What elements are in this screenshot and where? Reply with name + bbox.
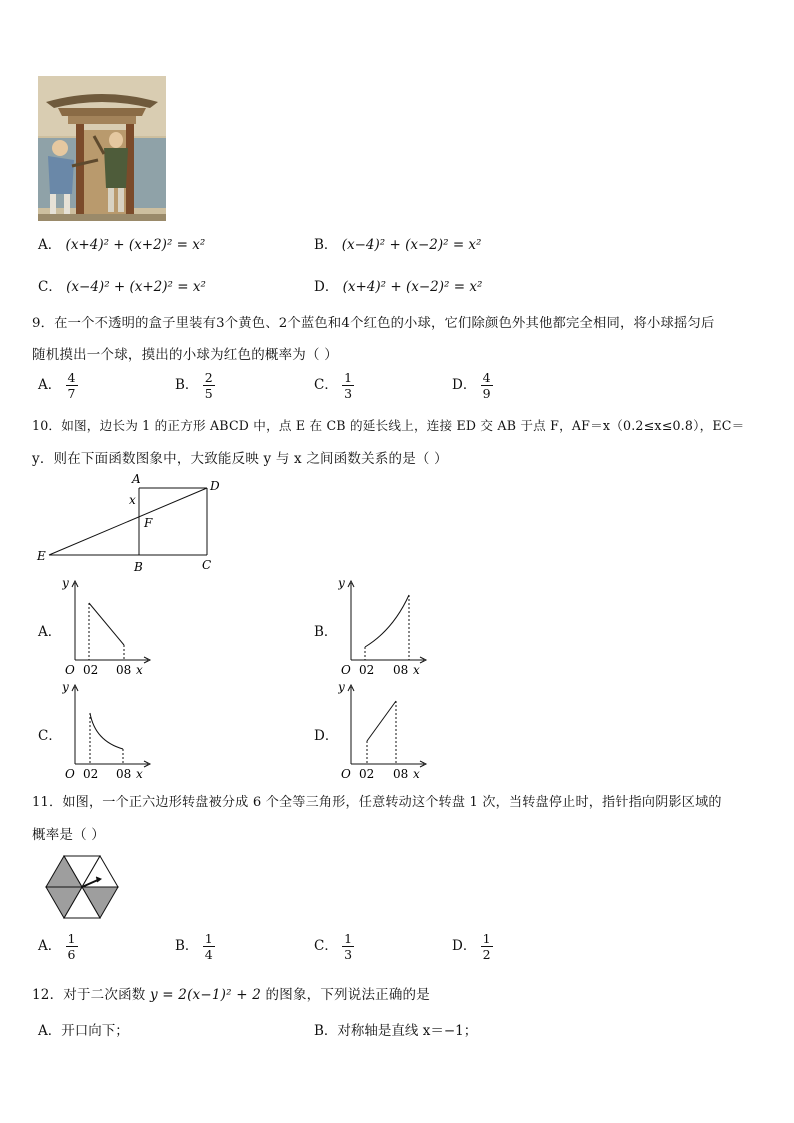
q9-option-fraction: $\frac{4}{9}$ (482, 370, 491, 401)
tick-02: 02 (83, 767, 99, 781)
graph-c (62, 679, 162, 781)
axis-x: x (136, 767, 143, 781)
tick-08: 08 (393, 767, 409, 781)
q8-option-b-formula: (x−4)² + (x−2)² = x² (341, 237, 482, 253)
q8-option-d-label: D． (314, 279, 339, 295)
q9-option-label: A． (38, 377, 62, 393)
q12-stem (32, 983, 430, 1003)
q8-option-d-formula: (x+4)² + (x−2)² = x² (342, 279, 483, 295)
q11-option-a[interactable] (38, 931, 78, 962)
q9-option-fraction: $\frac{4}{7}$ (67, 370, 76, 401)
q11-option-d[interactable] (452, 931, 493, 962)
q11-option-fraction: $\frac{1}{2}$ (482, 931, 491, 962)
q9-option-fraction: $\frac{1}{3}$ (344, 370, 353, 401)
q12-prefix: 12．对于二次函数 (32, 987, 146, 1003)
tick-08: 08 (393, 663, 409, 677)
origin: O (65, 663, 75, 677)
q9-stem-line1: 9．在一个不透明的盒子里装有3个黄色、2个蓝色和4个红色的小球，它们除颜色外其他都完全相同，将小球摇匀后 (32, 316, 715, 331)
q11-stem-line1: 11．如图，一个正六边形转盘被分成 6 个全等三角形，任意转动这个转盘 1 次，当转盘停止时，指针指向阴影区域的 (32, 795, 722, 810)
q11-option-label: B． (175, 938, 199, 954)
label-e: E (37, 549, 46, 563)
graph-d (338, 679, 438, 781)
axis-y: y (338, 576, 345, 590)
q11-option-fraction: $\frac{1}{4}$ (204, 931, 213, 962)
q12-suffix: 的图象，下列说法正确的是 (265, 987, 430, 1003)
axis-x: x (413, 663, 420, 677)
q10-stem-line2: y．则在下面函数图象中，大致能反映 y 与 x 之间函数关系的是（ ） (32, 451, 448, 467)
q8-option-c[interactable] (38, 275, 206, 295)
q9-option-a[interactable] (38, 370, 78, 401)
q11-stem-line2: 概率是（ ） (32, 827, 105, 843)
q12-option-b[interactable]: B．对称轴是直线 x＝−1； (314, 1023, 478, 1039)
q10-option-d[interactable]: D． (314, 728, 339, 744)
q11-option-label: D． (452, 938, 477, 954)
square-figure (34, 470, 234, 575)
q9-stem-line2: 随机摸出一个球，摸出的小球为红色的概率为（ ） (32, 347, 338, 363)
q11-option-fraction: $\frac{1}{3}$ (344, 931, 353, 962)
q10-stem-line1: 10．如图，边长为 1 的正方形 ABCD 中，点 E 在 CB 的延长线上，连接 ED 交 AB 于点 F，AF＝x（0.2≤x≤0.8），EC＝ (32, 418, 745, 433)
graph-a (62, 575, 162, 677)
q8-option-b[interactable] (314, 233, 481, 253)
tick-02: 02 (83, 663, 99, 677)
tick-08: 08 (116, 767, 132, 781)
q11-option-c[interactable] (314, 931, 354, 962)
q8-option-a-label: A． (38, 237, 62, 253)
label-c: C (202, 558, 212, 572)
q11-option-b[interactable] (175, 931, 215, 962)
label-b: B (134, 560, 143, 574)
q10-option-c[interactable]: C． (38, 728, 62, 744)
q12-formula: y = 2(x−1)² + 2 (149, 987, 262, 1003)
q9-option-c[interactable] (314, 370, 354, 401)
q9-option-b[interactable] (175, 370, 215, 401)
axis-x: x (136, 663, 143, 677)
label-f: F (144, 516, 153, 530)
axis-y: y (62, 576, 69, 590)
q12-option-a[interactable]: A．开口向下； (38, 1023, 129, 1039)
gate-illustration (38, 76, 166, 221)
label-d: D (210, 479, 220, 493)
label-a: A (132, 472, 141, 486)
q11-option-label: C． (314, 938, 338, 954)
q10-option-b[interactable]: B． (314, 624, 338, 640)
origin: O (65, 767, 75, 781)
q8-option-c-formula: (x−4)² + (x+2)² = x² (66, 279, 206, 295)
axis-y: y (62, 680, 69, 694)
q9-option-label: C． (314, 377, 338, 393)
tick-08: 08 (116, 663, 132, 677)
tick-02: 02 (359, 663, 375, 677)
label-x: x (129, 493, 136, 507)
q8-option-a[interactable] (38, 233, 205, 253)
q11-option-label: A． (38, 938, 62, 954)
q9-option-fraction: $\frac{2}{5}$ (204, 370, 213, 401)
q10-option-a[interactable]: A． (38, 624, 62, 640)
q9-option-label: B． (175, 377, 199, 393)
q9-option-d[interactable] (452, 370, 493, 401)
q9-option-label: D． (452, 377, 477, 393)
q8-option-d[interactable] (314, 275, 482, 295)
q8-option-b-label: B． (314, 237, 338, 253)
hexagon-spinner (44, 854, 120, 920)
origin: O (341, 767, 351, 781)
tick-02: 02 (359, 767, 375, 781)
origin: O (341, 663, 351, 677)
q8-option-a-formula: (x+4)² + (x+2)² = x² (65, 237, 206, 253)
graph-b (338, 575, 438, 677)
axis-x: x (413, 767, 420, 781)
q11-option-fraction: $\frac{1}{6}$ (67, 931, 76, 962)
q8-option-c-label: C． (38, 279, 62, 295)
axis-y: y (338, 680, 345, 694)
